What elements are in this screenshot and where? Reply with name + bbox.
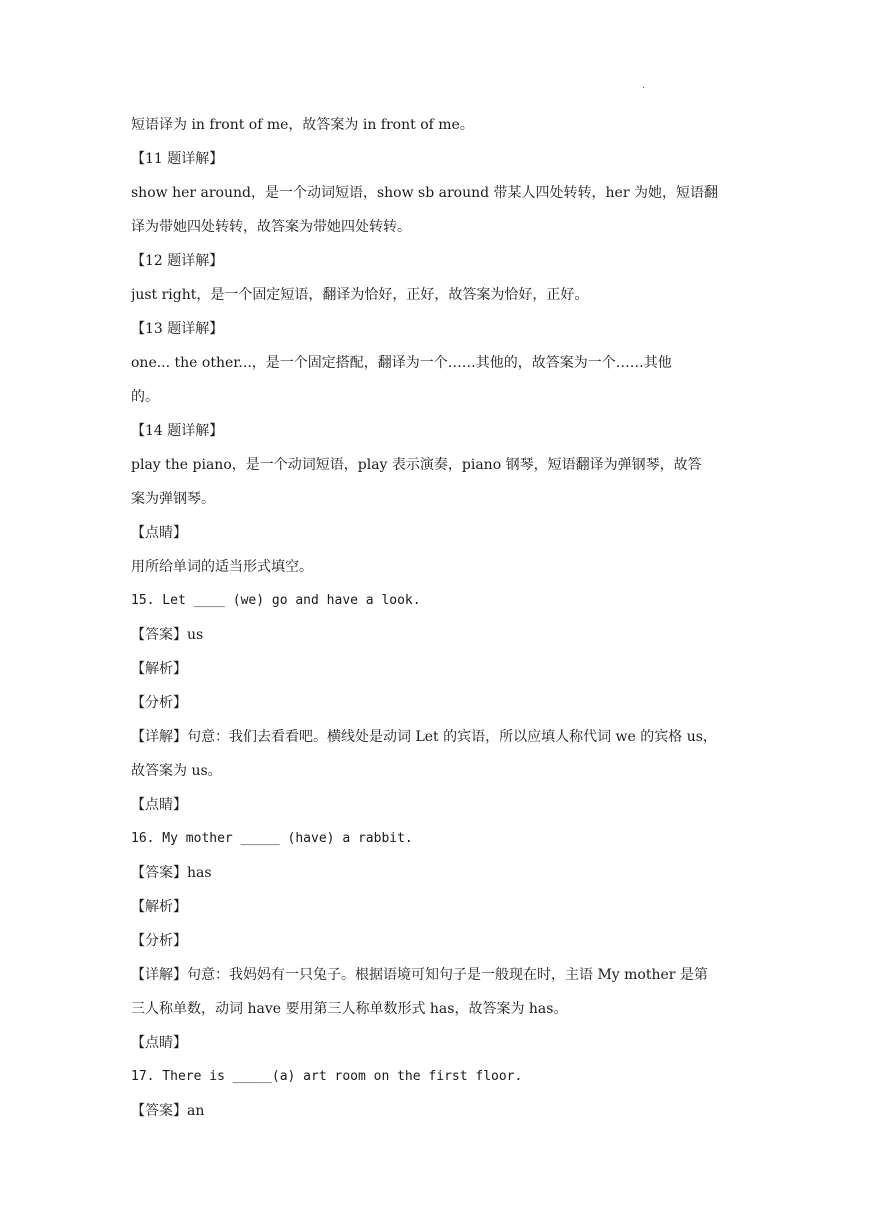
answer-15: 【答案】us bbox=[131, 627, 204, 643]
section-heading: 【点睛】 bbox=[131, 1035, 187, 1051]
instruction-text: 用所给单词的适当形式填空。 bbox=[131, 559, 313, 575]
section-heading: 【分析】 bbox=[131, 933, 187, 949]
text-line: 译为带她四处转转，故答案为带她四处转转。 bbox=[131, 219, 411, 235]
text-line: 短语译为 in front of me，故答案为 in front of me。 bbox=[131, 117, 474, 133]
text-line: one... the other...，是一个固定搭配，翻译为一个……其他的，故答案为一个……其他 bbox=[131, 355, 672, 371]
text-line: 案为弹钢琴。 bbox=[131, 491, 215, 507]
section-heading: 【12 题详解】 bbox=[131, 253, 224, 269]
answer-16: 【答案】has bbox=[131, 865, 212, 881]
question-15: 15. Let ____ (we) go and have a look. bbox=[131, 593, 421, 608]
section-heading: 【11 题详解】 bbox=[131, 151, 224, 167]
document-body bbox=[131, 108, 741, 1128]
answer-17: 【答案】an bbox=[131, 1103, 205, 1119]
text-line: play the piano，是一个动词短语，play 表示演奏，piano 钢琴，短语翻译为弹钢琴，故答 bbox=[131, 457, 702, 473]
text-line: show her around，是一个动词短语，show sb around 带某人四处转转，her 为她，短语翻 bbox=[131, 185, 718, 201]
section-heading: 【13 题详解】 bbox=[131, 321, 224, 337]
explanation-15: 【详解】句意：我们去看看吧。横线处是动词 Let 的宾语，所以应填人称代词 we 的宾格 us， bbox=[131, 729, 717, 745]
section-heading: 【14 题详解】 bbox=[131, 423, 224, 439]
header-mark: . bbox=[642, 80, 646, 91]
text-line: 的。 bbox=[131, 389, 159, 405]
explanation-16: 【详解】句意：我妈妈有一只兔子。根据语境可知句子是一般现在时，主语 My mother 是第 bbox=[131, 967, 708, 983]
section-heading: 【点睛】 bbox=[131, 797, 187, 813]
question-16: 16. My mother _____ (have) a rabbit. bbox=[131, 831, 413, 846]
section-heading: 【解析】 bbox=[131, 661, 187, 677]
section-heading: 【点睛】 bbox=[131, 525, 187, 541]
text-line: 故答案为 us。 bbox=[131, 763, 222, 779]
section-heading: 【分析】 bbox=[131, 695, 187, 711]
text-line: 三人称单数，动词 have 要用第三人称单数形式 has，故答案为 has。 bbox=[131, 1001, 568, 1017]
question-17: 17. There is _____(a) art room on the first floor. bbox=[131, 1069, 523, 1084]
text-line: just right，是一个固定短语，翻译为恰好，正好，故答案为恰好，正好。 bbox=[131, 287, 589, 303]
section-heading: 【解析】 bbox=[131, 899, 187, 915]
